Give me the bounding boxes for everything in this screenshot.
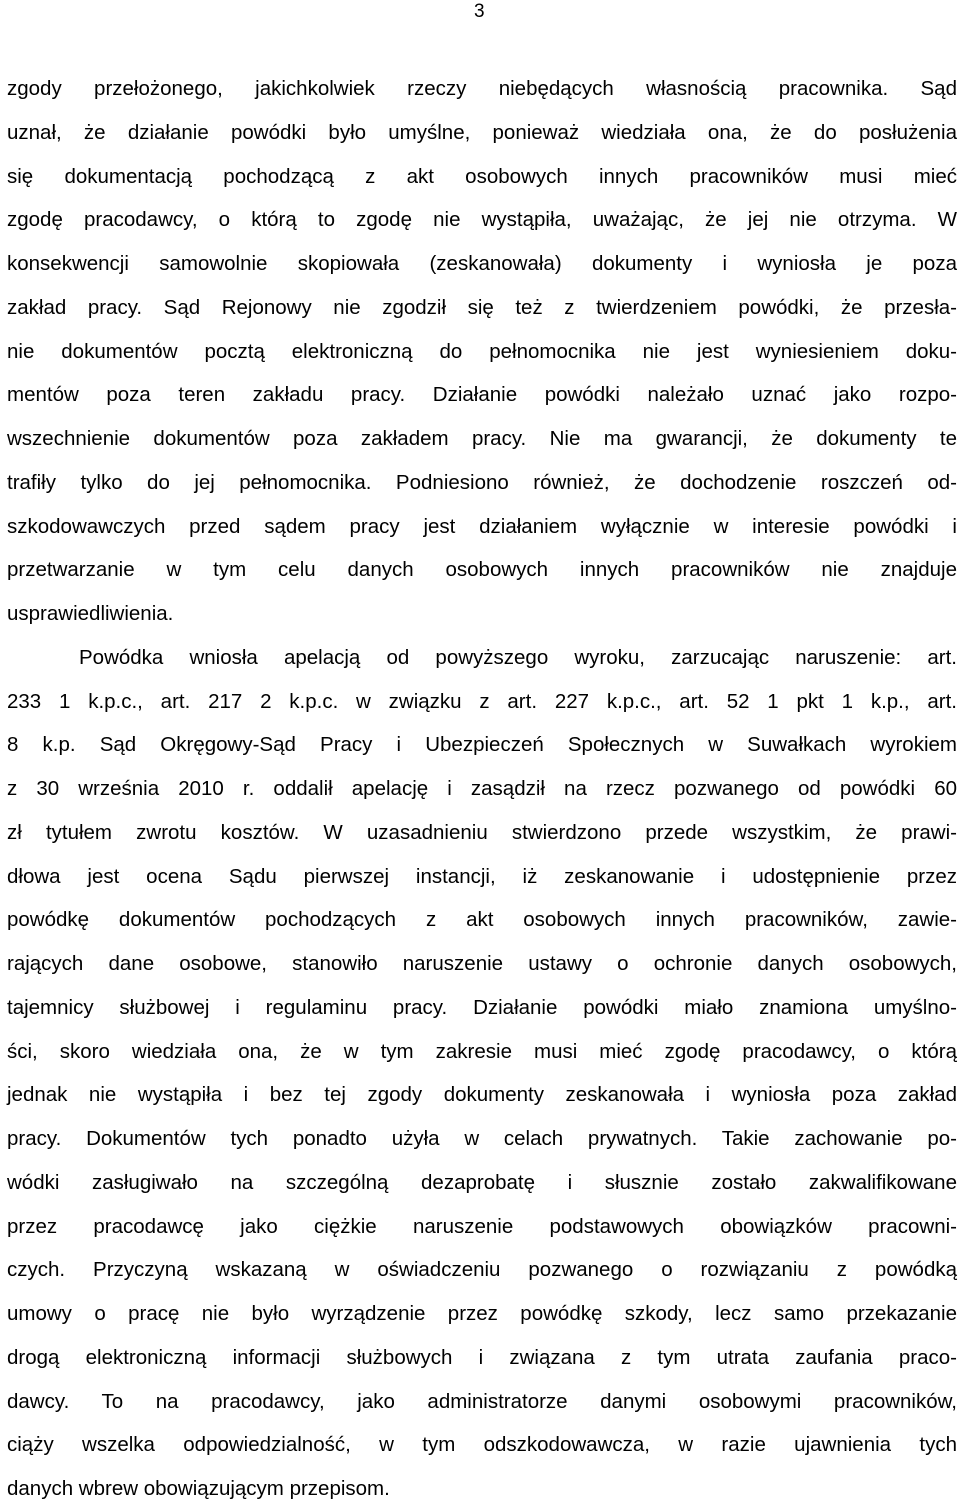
- text-line: zł tytułem zwrotu kosztów. W uzasadnieniu stwierdzono przede wszystkim, że prawi-: [7, 820, 957, 844]
- text-line: przez pracodawcę jako ciężkie naruszenie podstawowych obowiązków pracowni-: [7, 1214, 957, 1238]
- text-line: czych. Przyczyną wskazaną w oświadczeniu pozwanego o rozwiązaniu z powódką: [7, 1258, 957, 1282]
- text-line: 233 1 k.p.c., art. 217 2 k.p.c. w związku z art. 227 k.p.c., art. 52 1 pkt 1 k.p., art.: [7, 689, 957, 713]
- text-line: dawcy. To na pracodawcy, jako administratorze danymi osobowymi pracowników,: [7, 1389, 957, 1413]
- text-line: ści, skoro wiedziała ona, że w tym zakresie musi mieć zgodę pracodawcy, o którą: [7, 1039, 957, 1063]
- text-line: jednak nie wystąpiła i bez tej zgody dokumenty zeskanowała i wyniosła poza zakład: [7, 1083, 957, 1107]
- text-line: umowy o pracę nie było wyrządzenie przez powódkę szkody, lecz samo przekazanie: [7, 1302, 957, 1325]
- text-line: przetwarzanie w tym celu danych osobowych innych pracowników nie znajduje: [7, 558, 957, 582]
- text-line: z 30 września 2010 r. oddalił apelację i zasądził na rzecz pozwanego od powódki 60: [7, 777, 957, 800]
- text-line: wódki zasługiwało na szczególną dezaprobatę i słusznie zostało zakwalifikowane: [7, 1170, 957, 1194]
- text-line: zgodę pracodawcy, o którą to zgodę nie wystąpiła, uważając, że jej nie otrzyma. W: [7, 208, 957, 232]
- document-body: [7, 67, 957, 1511]
- text-line: drogą elektroniczną informacji służbowych i związana z tym utrata zaufania praco-: [7, 1345, 957, 1369]
- text-line: 8 k.p. Sąd Okręgowy-Sąd Pracy i Ubezpieczeń Społecznych w Suwałkach wyrokiem: [7, 733, 957, 757]
- text-line: powódkę dokumentów pochodzących z akt osobowych innych pracowników, zawie-: [7, 908, 957, 932]
- text-line: się dokumentacją pochodzącą z akt osobowych innych pracowników musi mieć: [7, 164, 957, 188]
- text-line: danych wbrew obowiązującym przepisom.: [7, 1477, 390, 1500]
- text-line: dłowa jest ocena Sądu pierwszej instancji, iż zeskanowanie i udostępnienie przez: [7, 864, 957, 888]
- text-line: pracy. Dokumentów tych ponadto użyła w celach prywatnych. Takie zachowanie po-: [7, 1127, 957, 1150]
- text-line: zakład pracy. Sąd Rejonowy nie zgodził się też z twierdzeniem powódki, że przesła-: [7, 295, 957, 319]
- text-line: trafiły tylko do jej pełnomocnika. Podniesiono również, że dochodzenie roszczeń od-: [7, 470, 957, 494]
- text-line: rających dane osobowe, stanowiło naruszenie ustawy o ochronie danych osobowych,: [7, 952, 957, 975]
- text-line: mentów poza teren zakładu pracy. Działanie powódki należało uznać jako rozpo-: [7, 383, 957, 407]
- text-line: ciąży wszelka odpowiedzialność, w tym odszkodowawcza, w razie ujawnienia tych: [7, 1433, 957, 1457]
- text-line: szkodowawczych przed sądem pracy jest działaniem wyłącznie w interesie powódki i: [7, 514, 957, 538]
- text-line: Powódka wniosła apelacją od powyższego wyroku, zarzucając naruszenie: art.: [79, 645, 957, 669]
- page-number: 3: [474, 1, 485, 22]
- text-line: wszechnienie dokumentów poza zakładem pracy. Nie ma gwarancji, że dokumenty te: [7, 427, 957, 450]
- text-line: konsekwencji samowolnie skopiowała (zeskanowała) dokumenty i wyniosła je poza: [7, 252, 957, 275]
- text-line: zgody przełożonego, jakichkolwiek rzeczy niebędących własnością pracownika. Sąd: [7, 77, 957, 100]
- text-line: nie dokumentów pocztą elektroniczną do pełnomocnika nie jest wyniesieniem doku-: [7, 339, 957, 363]
- text-line: usprawiedliwienia.: [7, 602, 174, 625]
- text-line: tajemnicy służbowej i regulaminu pracy. Działanie powódki miało znamiona umyślno-: [7, 995, 957, 1019]
- text-line: uznał, że działanie powódki było umyślne, ponieważ wiedziała ona, że do posłużenia: [7, 120, 957, 144]
